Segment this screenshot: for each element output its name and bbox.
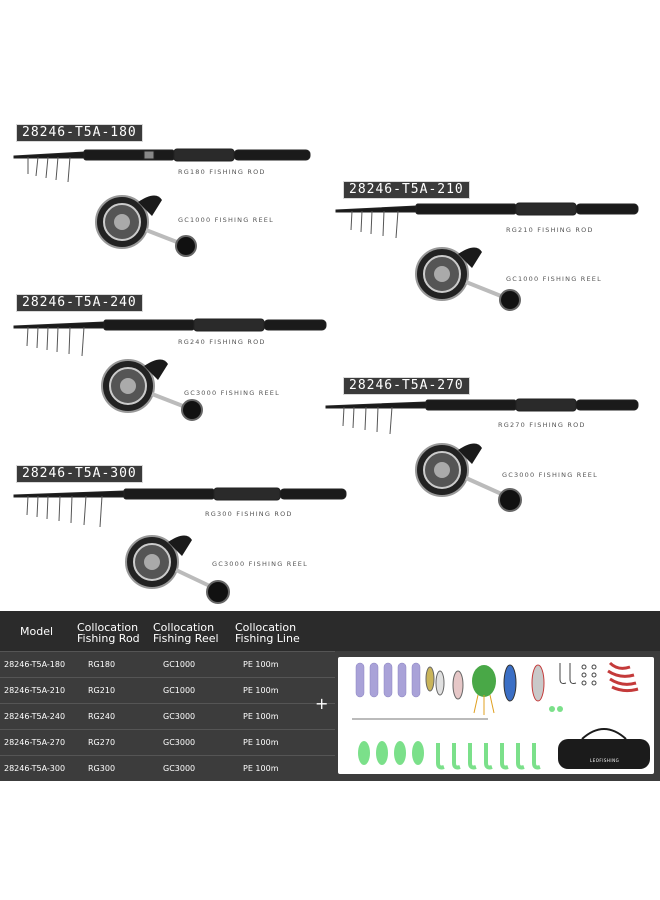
cell-model: 28246-T5A-300 [4,764,66,773]
cell-rod: RG240 [88,712,116,721]
table-row [0,651,335,678]
reel-label: GC3000 FISHING REEL [502,471,598,479]
cell-line: PE 100m [243,712,279,721]
header-line-line2: Fishing Line [235,632,300,645]
model-badge: 28246-T5A-240 [16,294,143,312]
header-model: Model [20,625,54,638]
bag-brand-label: LEOFISHING [590,758,620,763]
cell-line: PE 100m [243,686,279,695]
cell-line: PE 100m [243,660,279,669]
reel-label: GC3000 FISHING REEL [184,389,280,397]
header-reel-line1: Collocation [153,621,215,634]
reel-label: GC3000 FISHING REEL [212,560,308,568]
header-rod-line2: Fishing Rod [77,632,140,645]
accessories-kit-image [338,657,654,774]
cell-line: PE 100m [243,764,279,773]
model-badge: 28246-T5A-180 [16,124,143,142]
table-row [0,703,335,730]
cell-model: 28246-T5A-180 [4,660,66,669]
plus-icon: + [315,694,329,713]
header-line-line1: Collocation [235,621,297,634]
lures-illustration [338,657,654,774]
table-row [0,755,335,782]
rod-label: RG270 FISHING ROD [498,421,586,429]
table-row [0,729,335,756]
reel-label: GC1000 FISHING REEL [506,275,602,283]
cell-model: 28246-T5A-240 [4,712,66,721]
fishing-reel-image [86,186,216,268]
cell-rod: RG270 [88,738,116,747]
rod-label: RG210 FISHING ROD [506,226,594,234]
rod-label: RG240 FISHING ROD [178,338,266,346]
table-row [0,677,335,704]
cell-rod: RG300 [88,764,116,773]
cell-reel: GC3000 [163,764,196,773]
cell-reel: GC1000 [163,660,196,669]
fishing-reel-image [116,526,246,610]
header-reel-line2: Fishing Reel [153,632,219,645]
cell-line: PE 100m [243,738,279,747]
cell-rod: RG210 [88,686,116,695]
table-header [0,611,660,651]
model-badge: 28246-T5A-210 [343,181,470,199]
cell-reel: GC1000 [163,686,196,695]
cell-rod: RG180 [88,660,116,669]
reel-label: GC1000 FISHING REEL [178,216,274,224]
model-badge: 28246-T5A-300 [16,465,143,483]
cell-model: 28246-T5A-270 [4,738,66,747]
header-rod-line1: Collocation [77,621,139,634]
rod-label: RG300 FISHING ROD [205,510,293,518]
cell-reel: GC3000 [163,738,196,747]
model-badge: 28246-T5A-270 [343,377,470,395]
rod-label: RG180 FISHING ROD [178,168,266,176]
cell-model: 28246-T5A-210 [4,686,66,695]
cell-reel: GC3000 [163,712,196,721]
